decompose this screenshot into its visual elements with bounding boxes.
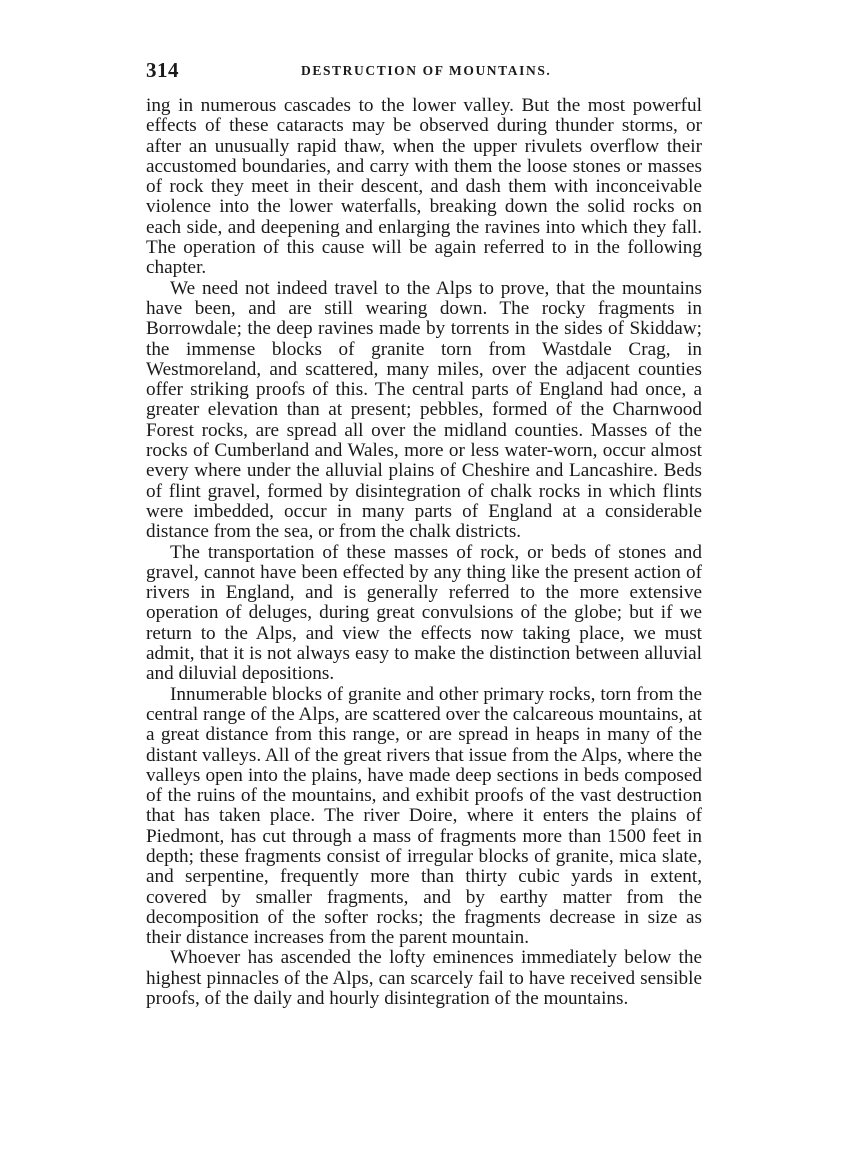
body-text <box>146 96 702 1009</box>
paragraph-transportation: The transportation of these masses of rock, or beds of stones and gravel, cannot have been effected by any thing like the present action of rivers in England, and is generally referred to the more extensive operation of deluges, during great convulsions of the globe; but if we return to the Alps, and view the effects now taking place, we must admit, that it is not always easy to make the distinction between alluvial and diluvial depositions. <box>146 541 702 685</box>
running-title: DESTRUCTION OF MOUNTAINS. <box>301 63 552 78</box>
page-number: 314 <box>146 58 179 82</box>
paragraph-granite-blocks: Innumerable blocks of granite and other primary rocks, torn from the central range of the Alps, are scattered over the calcareous mountains, at a great distance from this range, or are spread in heaps in many of the distant valleys. All of the great rivers that issue from the Alps, where the valleys open into the plains, have made deep sections in beds composed of the ruins of the mountains, and exhibit proofs of the vast destruction that has taken place. The river Doire, where it enters the plains of Piedmont, has cut through a mass of fragments more than 1500 feet in depth; these fragments consist of irregular blocks of granite, mica slate, and serpentine, frequently more than thirty cubic yards in extent, covered by smaller fragments, and by earthy matter from the decomposition of the softer rocks; the fragments decrease in size as their distance increases from the parent mountain. <box>146 683 702 949</box>
paragraph-alps-wearing-down: We need not indeed travel to the Alps to prove, that the mountains have been, and are still wearing down. The rocky fragments in Borrowdale; the deep ravines made by torrents in the sides of Skiddaw; the immense blocks of granite torn from Wastdale Crag, in Westmoreland, and scattered, many miles, over the adjacent counties offer striking proofs of this. The central parts of England had once, a greater elevation than at present; pebbles, formed of the Charnwood Forest rocks, are spread all over the midland counties. Masses of the rocks of Cumberland and Wales, more or less water-worn, occur almost every where under the alluvial plains of Cheshire and Lancashire. Beds of flint gravel, formed by disintegration of chalk rocks in which flints were imbedded, occur in many parts of England at a considerable distance from the sea, or from the chalk districts. <box>146 277 702 543</box>
page-header <box>146 58 706 86</box>
paragraph-continuation: ing in numerous cascades to the lower valley. But the most powerful effects of these cataracts may be observed during thunder storms, or after an unusually rapid thaw, when the upper rivulets overflow their accustomed boundaries, and carry with them the loose stones or masses of rock they meet in their descent, and dash them with inconceivable violence into the lower waterfalls, breaking down the solid rocks on each side, and deepening and enlarging the ravines into which they fall. The operation of this cause will be again referred to in the following chapter. <box>146 95 702 279</box>
paragraph-lofty-eminences: Whoever has ascended the lofty eminences immediately below the highest pinnacles of the Alps, can scarcely fail to have received sensible proofs, of the daily and hourly disintegration of the mountains. <box>146 947 702 1010</box>
